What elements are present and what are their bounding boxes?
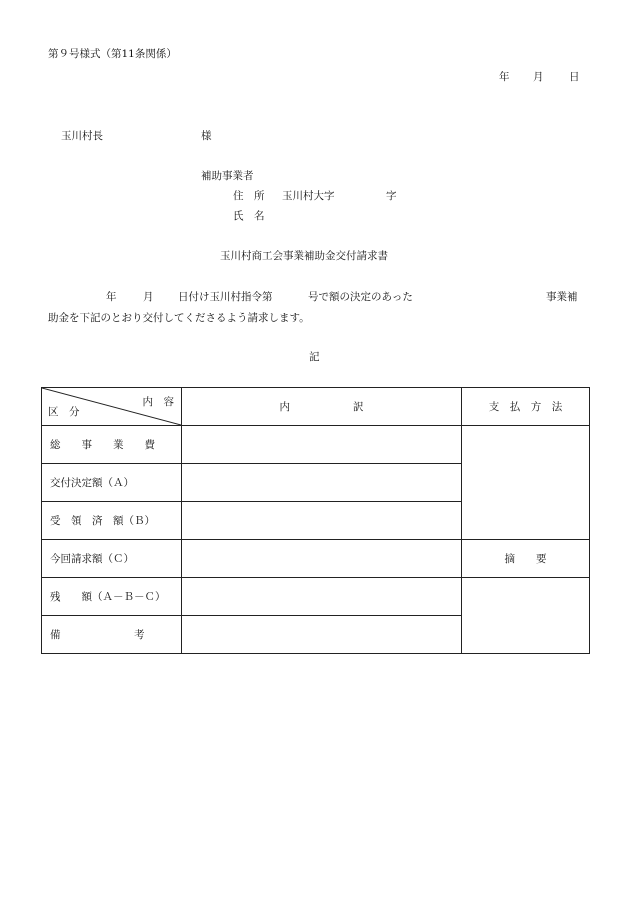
ki-heading: 記 [309, 351, 320, 363]
form-number: 第９号様式（第11条関係） [48, 48, 177, 60]
table-row [42, 578, 590, 616]
breakdown-cell[interactable] [182, 464, 462, 502]
summary-cell[interactable] [462, 578, 590, 654]
header-content-label: 内 容 [142, 396, 174, 408]
header-category-label: 区 分 [48, 406, 80, 418]
body-project-tail: 事業補 [546, 291, 578, 303]
body-month: 月 [143, 291, 154, 303]
breakdown-cell[interactable] [182, 616, 462, 654]
document-title: 玉川村商工会事業補助金交付請求書 [220, 250, 388, 262]
address-label: 住 所 [233, 190, 265, 202]
row-label: 残 額（Ａ－Ｂ－Ｃ） [42, 578, 182, 616]
body-line-2: 助金を下記のとおり交付してくださるよう請求します。 [48, 312, 310, 324]
table-header-row [42, 388, 590, 426]
table-row [42, 540, 590, 578]
body-reference: 日付け玉川村指令第 [178, 291, 273, 303]
body-year: 年 [106, 291, 117, 303]
breakdown-cell[interactable] [182, 426, 462, 464]
address-value: 玉川村大字 [282, 190, 335, 202]
date-day: 日 [569, 71, 580, 83]
name-label: 氏 名 [233, 210, 265, 222]
date-month: 月 [533, 71, 544, 83]
request-table [41, 387, 590, 654]
payment-method-cell[interactable] [462, 426, 590, 540]
header-diagonal-cell [42, 388, 182, 426]
body-decision: 号で額の決定のあった [308, 291, 413, 303]
row-label: 受 領 済 額（Ｂ） [42, 502, 182, 540]
row-label: 今回請求額（Ｃ） [42, 540, 182, 578]
header-breakdown: 内 訳 [182, 388, 462, 426]
summary-label: 摘 要 [462, 540, 590, 578]
address-suffix: 字 [386, 190, 397, 202]
applicant-label: 補助事業者 [201, 170, 254, 182]
recipient-name: 玉川村長 [61, 130, 103, 142]
row-label: 交付決定額（Ａ） [42, 464, 182, 502]
breakdown-cell[interactable] [182, 540, 462, 578]
header-payment-method: 支 払 方 法 [462, 388, 590, 426]
row-label: 備 考 [42, 616, 182, 654]
breakdown-cell[interactable] [182, 578, 462, 616]
date-year: 年 [499, 71, 510, 83]
breakdown-cell[interactable] [182, 502, 462, 540]
table-row [42, 426, 590, 464]
recipient-honorific: 様 [201, 130, 212, 142]
row-label: 総 事 業 費 [42, 426, 182, 464]
